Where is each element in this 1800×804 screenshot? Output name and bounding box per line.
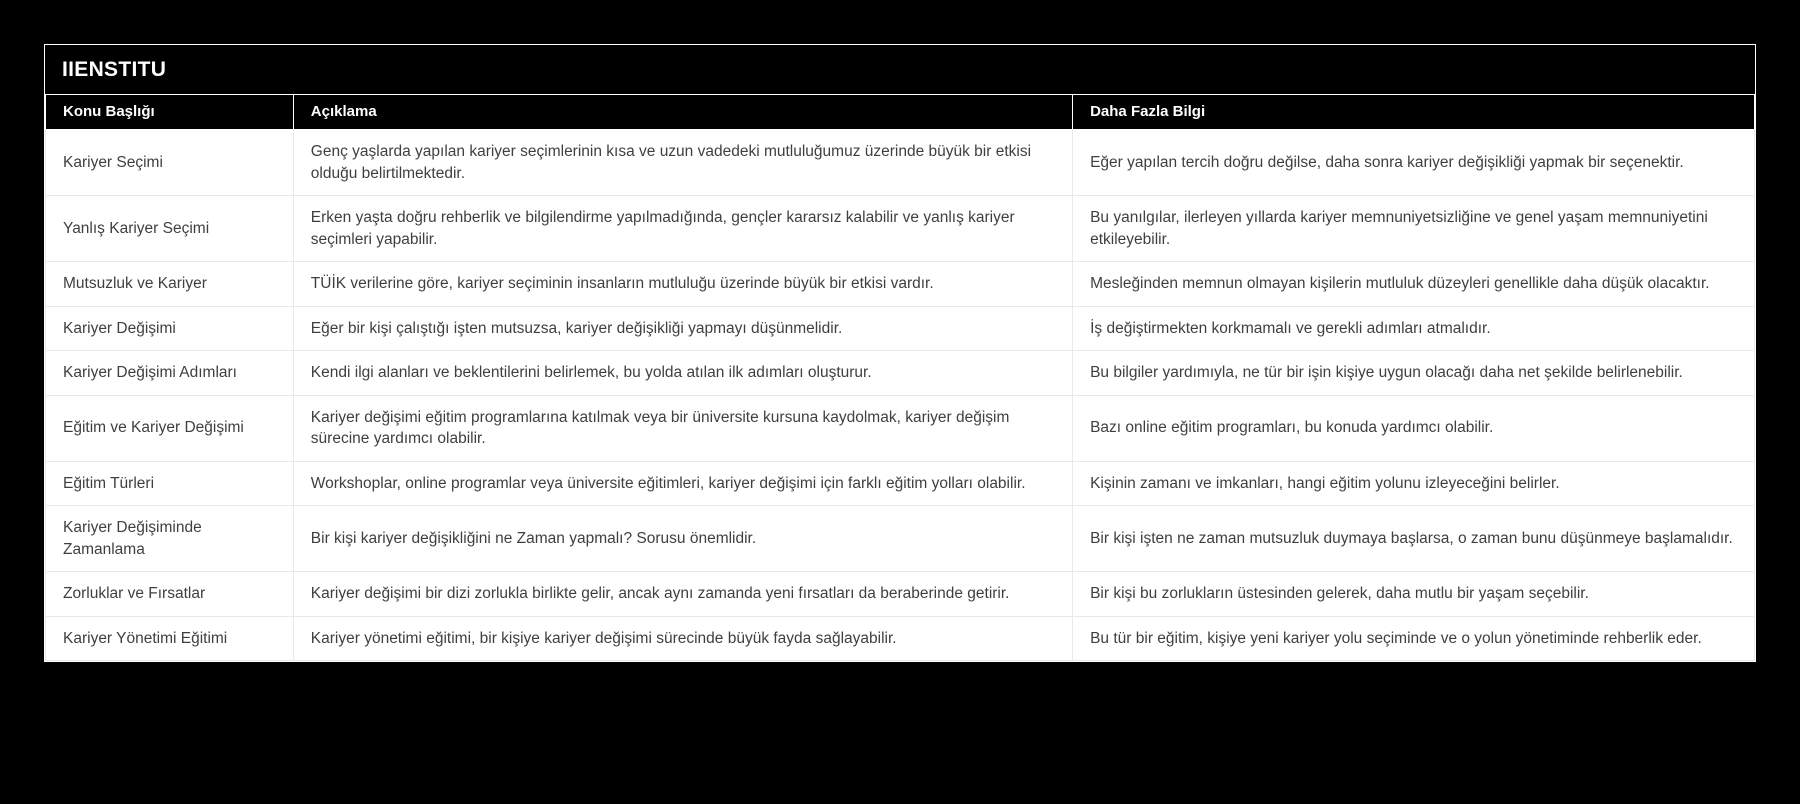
more-info-cell: Mesleğinden memnun olmayan kişilerin mutluluk düzeyleri genellikle daha düşük olacaktır. xyxy=(1073,262,1755,307)
more-info-cell: Bir kişi işten ne zaman mutsuzluk duymaya başlarsa, o zaman bunu düşünmeye başlamalıdır. xyxy=(1073,506,1755,572)
topic-cell: Eğitim Türleri xyxy=(46,461,294,506)
table-row xyxy=(46,351,1755,396)
table-row xyxy=(46,461,1755,506)
topic-cell: Kariyer Değişiminde Zamanlama xyxy=(46,506,294,572)
description-cell: Erken yaşta doğru rehberlik ve bilgilendirme yapılmadığında, gençler kararsız kalabilir ve yanlış kariyer seçimleri yapabilir. xyxy=(293,196,1072,262)
table-body xyxy=(46,130,1755,661)
content-card xyxy=(44,44,1756,662)
more-info-cell: Bu yanılgılar, ilerleyen yıllarda kariyer memnuniyetsizliğine ve genel yaşam memnuniyetini etkileyebilir. xyxy=(1073,196,1755,262)
topics-table xyxy=(45,94,1755,661)
topic-cell: Eğitim ve Kariyer Değişimi xyxy=(46,395,294,461)
page-title: IIENSTITU xyxy=(45,45,1755,94)
table-row xyxy=(46,572,1755,617)
topic-cell: Kariyer Seçimi xyxy=(46,130,294,196)
table-header-row xyxy=(46,95,1755,130)
table-row xyxy=(46,130,1755,196)
table-row xyxy=(46,262,1755,307)
description-cell: Eğer bir kişi çalıştığı işten mutsuzsa, kariyer değişikliği yapmayı düşünmelidir. xyxy=(293,306,1072,351)
description-cell: Genç yaşlarda yapılan kariyer seçimlerinin kısa ve uzun vadedeki mutluluğumuz üzerinde büyük bir etkisi olduğu belirtilmektedir. xyxy=(293,130,1072,196)
table-row xyxy=(46,616,1755,661)
topic-cell: Yanlış Kariyer Seçimi xyxy=(46,196,294,262)
description-cell: Kariyer değişimi bir dizi zorlukla birlikte gelir, ancak aynı zamanda yeni fırsatları da beraberinde getirir. xyxy=(293,572,1072,617)
topic-cell: Mutsuzluk ve Kariyer xyxy=(46,262,294,307)
description-cell: TÜİK verilerine göre, kariyer seçiminin insanların mutluluğu üzerinde büyük bir etkisi vardır. xyxy=(293,262,1072,307)
table-header xyxy=(46,95,1755,130)
topic-cell: Kariyer Değişimi xyxy=(46,306,294,351)
table-row xyxy=(46,395,1755,461)
table-row xyxy=(46,506,1755,572)
description-cell: Kariyer değişimi eğitim programlarına katılmak veya bir üniversite kursuna kaydolmak, kariyer değişim sürecine yardımcı olabilir. xyxy=(293,395,1072,461)
more-info-cell: Bazı online eğitim programları, bu konuda yardımcı olabilir. xyxy=(1073,395,1755,461)
topic-cell: Kariyer Değişimi Adımları xyxy=(46,351,294,396)
description-cell: Bir kişi kariyer değişikliğini ne Zaman yapmalı? Sorusu önemlidir. xyxy=(293,506,1072,572)
more-info-cell: İş değiştirmekten korkmamalı ve gerekli adımları atmalıdır. xyxy=(1073,306,1755,351)
table-row xyxy=(46,196,1755,262)
more-info-cell: Bir kişi bu zorlukların üstesinden gelerek, daha mutlu bir yaşam seçebilir. xyxy=(1073,572,1755,617)
more-info-cell: Bu tür bir eğitim, kişiye yeni kariyer yolu seçiminde ve o yolun yönetiminde rehberlik eder. xyxy=(1073,616,1755,661)
column-header-description: Açıklama xyxy=(293,95,1072,130)
column-header-topic: Konu Başlığı xyxy=(46,95,294,130)
topic-cell: Kariyer Yönetimi Eğitimi xyxy=(46,616,294,661)
more-info-cell: Kişinin zamanı ve imkanları, hangi eğitim yolunu izleyeceğini belirler. xyxy=(1073,461,1755,506)
topic-cell: Zorluklar ve Fırsatlar xyxy=(46,572,294,617)
column-header-more-info: Daha Fazla Bilgi xyxy=(1073,95,1755,130)
description-cell: Workshoplar, online programlar veya üniversite eğitimleri, kariyer değişimi için farklı eğitim yolları olabilir. xyxy=(293,461,1072,506)
more-info-cell: Eğer yapılan tercih doğru değilse, daha sonra kariyer değişikliği yapmak bir seçenektir. xyxy=(1073,130,1755,196)
description-cell: Kendi ilgi alanları ve beklentilerini belirlemek, bu yolda atılan ilk adımları oluşturur. xyxy=(293,351,1072,396)
description-cell: Kariyer yönetimi eğitimi, bir kişiye kariyer değişimi sürecinde büyük fayda sağlayabilir. xyxy=(293,616,1072,661)
more-info-cell: Bu bilgiler yardımıyla, ne tür bir işin kişiye uygun olacağı daha net şekilde belirlenebilir. xyxy=(1073,351,1755,396)
table-row xyxy=(46,306,1755,351)
